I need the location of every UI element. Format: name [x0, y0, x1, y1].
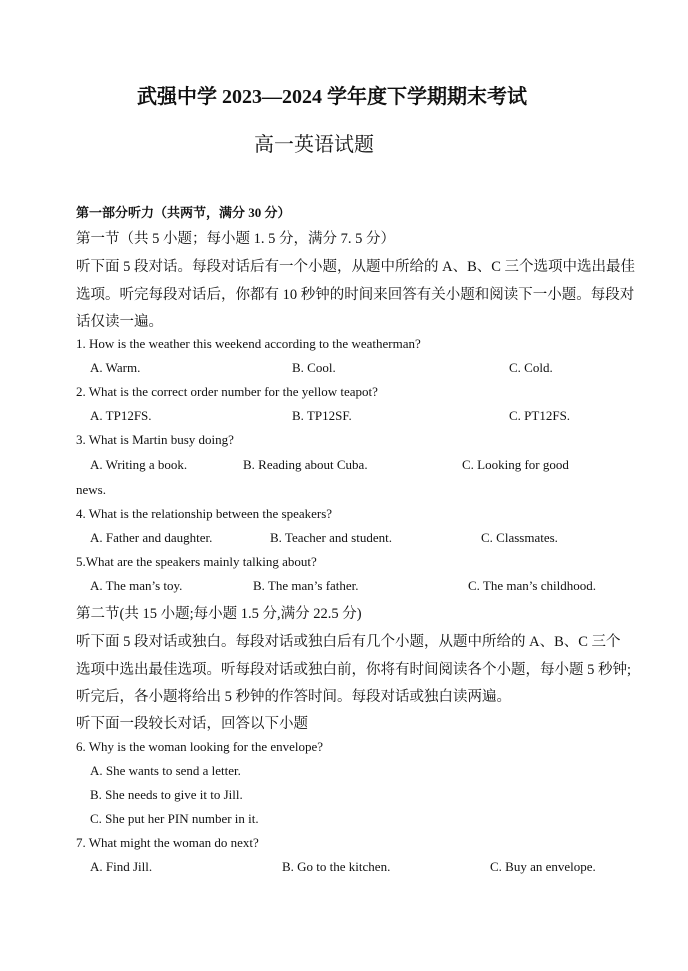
question-1-stem: 1. How is the weather this weekend according to the weatherman? — [76, 336, 421, 351]
part1-heading: 第一部分听力（共两节，满分 30 分） — [76, 205, 291, 220]
question-2-option-a: A. TP12FS. — [90, 408, 152, 423]
section1-instruction-1: 听下面 5 段对话。每段对话后有一个小题，从题中所给的 A、B、C 三个选项中选出最佳 — [76, 259, 636, 275]
question-6-option-b: B. She needs to give it to Jill. — [90, 787, 243, 802]
question-7-option-c: C. Buy an envelope. — [490, 859, 596, 874]
exam-subtitle: 高一英语试题 — [254, 134, 374, 156]
question-5-option-a: A. The man’s toy. — [90, 578, 183, 593]
question-3-option-a: A. Writing a book. — [90, 457, 188, 472]
section1-instruction-2: 选项。听完每段对话后，你都有 10 秒钟的时间来回答有关小题和阅读下一小题。每段对 — [76, 287, 635, 303]
question-7-option-a: A. Find Jill. — [90, 859, 153, 874]
question-5-option-c: C. The man’s childhood. — [468, 578, 596, 593]
question-4-option-b: B. Teacher and student. — [270, 530, 392, 545]
section1-instruction-3: 话仅读一遍。 — [76, 314, 163, 330]
question-6-option-a: A. She wants to send a letter. — [90, 763, 241, 778]
section2-instruction-1: 听下面 5 段对话或独白。每段对话或独白后有几个小题，从题中所给的 A、B、C 三个 — [76, 634, 621, 650]
question-3-option-c: C. Looking for good — [462, 457, 569, 472]
question-6-stem: 6. Why is the woman looking for the envelope? — [76, 739, 324, 754]
question-4-option-c: C. Classmates. — [481, 530, 558, 545]
question-1-option-b: B. Cool. — [292, 360, 336, 375]
section2-prompt: 听下面一段较长对话，回答以下小题 — [76, 716, 308, 732]
question-3-continuation: news. — [76, 482, 106, 497]
exam-title: 武强中学 2023—2024 学年度下学期期末考试 — [137, 86, 527, 108]
question-3-stem: 3. What is Martin busy doing? — [76, 432, 234, 447]
question-2-option-b: B. TP12SF. — [292, 408, 352, 423]
question-4-stem: 4. What is the relationship between the speakers? — [76, 506, 333, 521]
question-3-option-b: B. Reading about Cuba. — [243, 457, 368, 472]
question-6-option-c: C. She put her PIN number in it. — [90, 811, 259, 826]
section2-heading: 第二节(共 15 小题;每小题 1.5 分,满分 22.5 分) — [76, 606, 362, 622]
question-5-option-b: B. The man’s father. — [253, 578, 359, 593]
section2-instruction-2: 选项中选出最佳选项。听每段对话或独白前，你将有时间阅读各个小题，每小题 5 秒钟; — [76, 662, 632, 678]
question-4-option-a: A. Father and daughter. — [90, 530, 213, 545]
question-2-option-c: C. PT12FS. — [509, 408, 571, 423]
question-1-option-a: A. Warm. — [90, 360, 141, 375]
question-7-option-b: B. Go to the kitchen. — [282, 859, 391, 874]
section2-instruction-3: 听完后，各小题将给出 5 秒钟的作答时间。每段对话或独白读两遍。 — [76, 689, 511, 705]
question-7-stem: 7. What might the woman do next? — [76, 835, 259, 850]
section1-heading: 第一节（共 5 小题；每小题 1. 5 分，满分 7. 5 分） — [76, 231, 395, 247]
question-5-stem: 5.What are the speakers mainly talking about? — [76, 554, 317, 569]
question-1-option-c: C. Cold. — [509, 360, 553, 375]
question-2-stem: 2. What is the correct order number for the yellow teapot? — [76, 384, 378, 399]
